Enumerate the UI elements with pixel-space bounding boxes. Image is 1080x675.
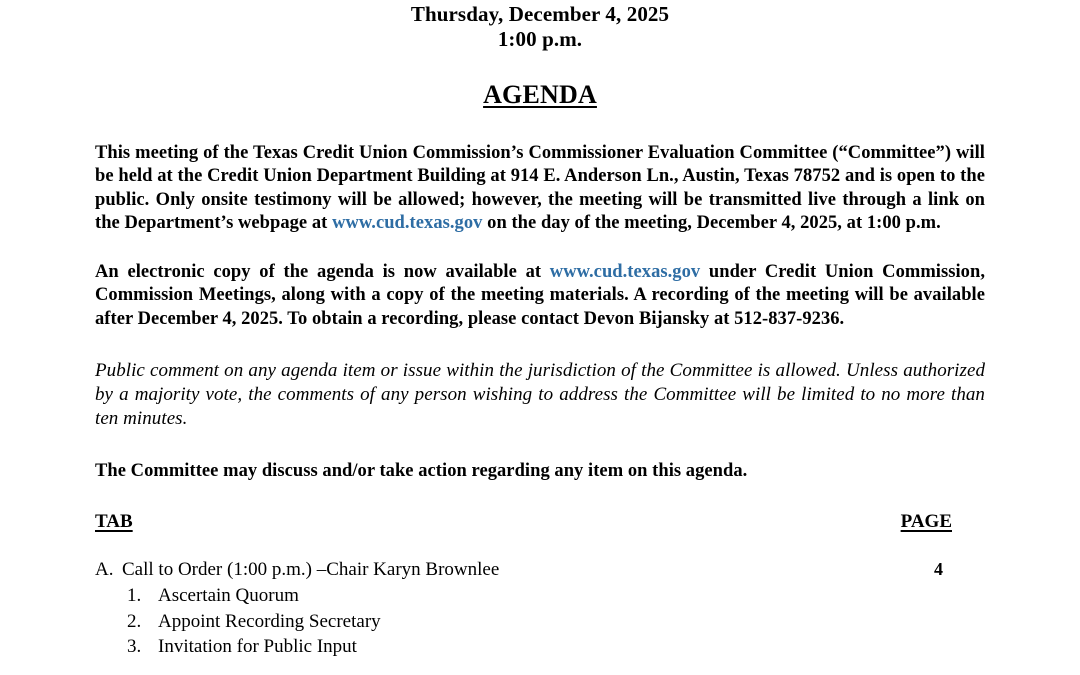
subitem-label: Ascertain Quorum [158, 585, 299, 607]
copy-text-part2: under Credit Union Commission, Commission Meetings, along with a copy of the meeting materials. A recording of the meeting will be available after December 4, 2025. To obtain a recording, please contact Devon Bijansky at 512-837-9236. [95, 262, 985, 329]
subitem-marker: 1. [127, 585, 142, 607]
agenda-item-a-subitems [95, 583, 985, 660]
agenda-item-a-marker: A. [95, 559, 114, 581]
subitem-marker: 3. [127, 636, 142, 658]
list-item [95, 583, 985, 609]
action-notice-paragraph: The Committee may discuss and/or take action regarding any item on this agenda. [95, 461, 748, 482]
intro-paragraph [95, 142, 985, 235]
agenda-item-a-label: Call to Order (1:00 p.m.) –Chair Karyn Brownlee [122, 559, 500, 581]
tab-column-header [95, 511, 133, 533]
meeting-date: Thursday, December 4, 2025 [410, 2, 670, 26]
agenda-item-a [95, 557, 985, 582]
list-item [95, 609, 985, 635]
page-title-text: AGENDA [483, 80, 597, 109]
intro-text-part2: on the day of the meeting, December 4, 2025, at 1:00 p.m. [482, 212, 941, 233]
subitem-label: Invitation for Public Input [158, 636, 357, 658]
cud-website-link-secondary[interactable]: www.cud.texas.gov [549, 262, 701, 283]
intro-text-part1: This meeting of the Texas Credit Union Commission’s Commissioner Evaluation Committee (“Committee”) will be held at the Credit Union Department Building at 914 E. Anderson Ln., Austin, Texas 78752 and is open to the public. Only onsite testimony will be allowed; however, the meeting will be transmitted live through a link on the Department’s webpage at [95, 143, 985, 233]
subitem-label: Appoint Recording Secretary [158, 610, 381, 632]
electronic-copy-paragraph [95, 261, 985, 331]
list-item [95, 634, 985, 660]
page-title [95, 80, 985, 110]
agenda-item-a-page-number: 4 [934, 559, 943, 580]
page-column-header [901, 511, 952, 533]
public-comment-paragraph: Public comment on any agenda item or issue within the jurisdiction of the Committee is allowed. Unless authorized by a majority vote, the comments of any person wishing to address the Committee will be limited to no more than ten minutes. [95, 360, 985, 430]
page-column-header-text: PAGE [900, 511, 952, 533]
document-content [95, 0, 985, 660]
copy-text-part1: An electronic copy of the agenda is now available at [95, 262, 550, 283]
cud-website-link[interactable]: www.cud.texas.gov [332, 212, 483, 233]
tab-column-header-text: TAB [95, 511, 133, 533]
meeting-time: 1:00 p.m. [497, 27, 583, 51]
agenda-item-list [95, 557, 985, 660]
column-headers [95, 511, 985, 533]
subitem-marker: 2. [127, 610, 142, 632]
